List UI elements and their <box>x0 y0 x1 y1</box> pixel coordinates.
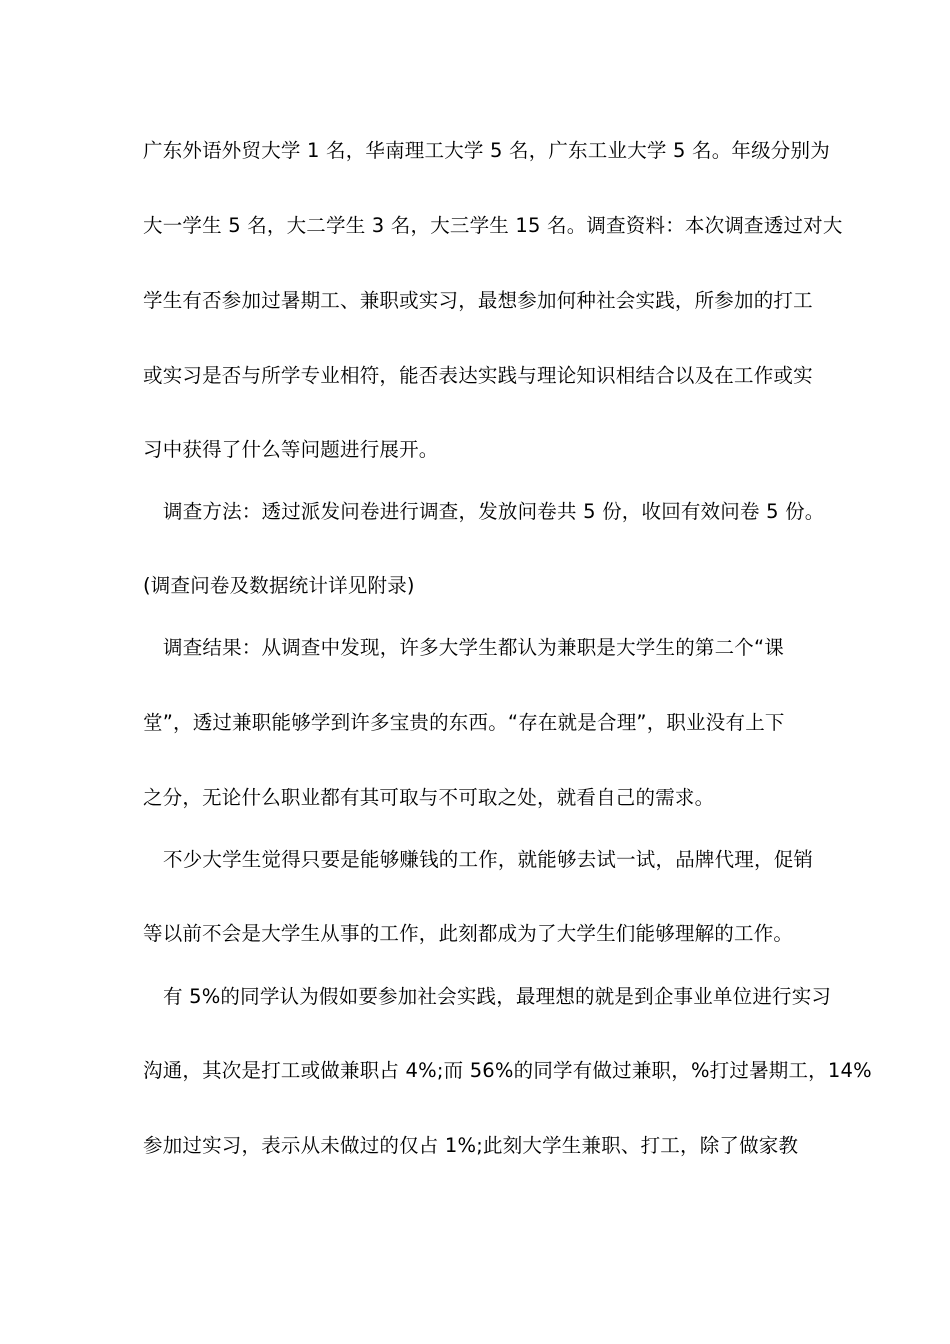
text-line: 学生有否参加过暑期工、兼职或实习，最想参加何种社会实践，所参加的打工 <box>143 289 813 312</box>
text-line: 或实习是否与所学专业相符，能否表达实践与理论知识相结合以及在工作或实 <box>143 364 813 387</box>
text-line: 调查方法：透过派发问卷进行调查，发放问卷共 5 份，收回有效问卷 5 份。 <box>163 500 825 523</box>
text-line: 等以前不会是大学生从事的工作，此刻都成为了大学生们能够理解的工作。 <box>143 922 794 945</box>
text-line: 习中获得了什么等问题进行展开。 <box>143 438 439 461</box>
text-line: 之分，无论什么职业都有其可取与不可取之处，就看自己的需求。 <box>143 786 715 809</box>
text-line: 参加过实习，表示从未做过的仅占 1%;此刻大学生兼职、打工，除了做家教 <box>143 1134 799 1157</box>
text-line: 不少大学生觉得只要是能够赚钱的工作，就能够去试一试，品牌代理，促销 <box>163 848 814 871</box>
text-line: (调查问卷及数据统计详见附录) <box>143 574 415 597</box>
text-line: 大一学生 5 名，大二学生 3 名，大三学生 15 名。调查资料：本次调查透过对大 <box>143 214 843 237</box>
text-line: 调查结果：从调查中发现，许多大学生都认为兼职是大学生的第二个“课 <box>163 636 785 659</box>
text-line: 沟通，其次是打工或做兼职占 4%;而 56%的同学有做过兼职，%打过暑期工，14% <box>143 1059 872 1082</box>
text-line: 有 5%的同学认为假如要参加社会实践，最理想的就是到企事业单位进行实习 <box>163 985 832 1008</box>
text-line: 堂”，透过兼职能够学到许多宝贵的东西。“存在就是合理”，职业没有上下 <box>143 711 785 734</box>
text-line: 广东外语外贸大学 1 名，华南理工大学 5 名，广东工业大学 5 名。年级分别为 <box>143 139 830 162</box>
